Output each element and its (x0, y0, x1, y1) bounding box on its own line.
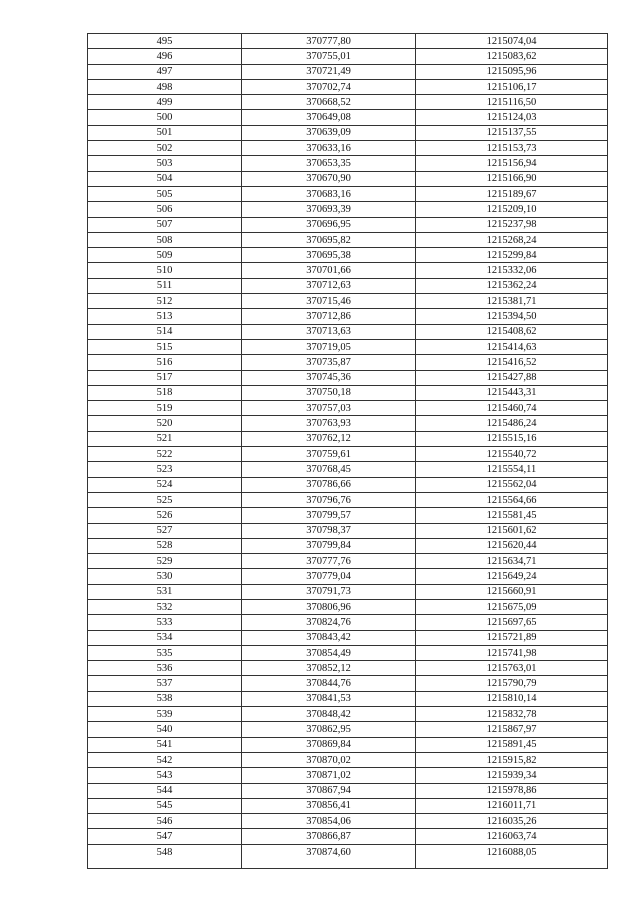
point-number-cell: 548 (88, 844, 242, 868)
x-coordinate-cell: 370719,05 (242, 339, 416, 354)
x-coordinate-cell: 370844,76 (242, 676, 416, 691)
x-coordinate-cell: 370779,04 (242, 569, 416, 584)
point-number-cell: 526 (88, 508, 242, 523)
y-coordinate-cell: 1215891,45 (416, 737, 608, 752)
y-coordinate-cell: 1215332,06 (416, 263, 608, 278)
y-coordinate-cell: 1215074,04 (416, 34, 608, 49)
point-number-cell: 498 (88, 79, 242, 94)
table-row (88, 615, 608, 630)
table-row (88, 217, 608, 232)
y-coordinate-cell: 1216011,71 (416, 798, 608, 813)
point-number-cell: 500 (88, 110, 242, 125)
point-number-cell: 516 (88, 355, 242, 370)
x-coordinate-cell: 370869,84 (242, 737, 416, 752)
table-row (88, 202, 608, 217)
x-coordinate-cell: 370862,95 (242, 722, 416, 737)
y-coordinate-cell: 1215660,91 (416, 584, 608, 599)
point-number-cell: 539 (88, 707, 242, 722)
table-row (88, 798, 608, 813)
x-coordinate-cell: 370639,09 (242, 125, 416, 140)
table-row (88, 722, 608, 737)
y-coordinate-cell: 1215675,09 (416, 599, 608, 614)
point-number-cell: 542 (88, 752, 242, 767)
table-row (88, 79, 608, 94)
table-row (88, 125, 608, 140)
table-row (88, 49, 608, 64)
y-coordinate-cell: 1215562,04 (416, 477, 608, 492)
table-row (88, 752, 608, 767)
point-number-cell: 529 (88, 554, 242, 569)
table-row (88, 844, 608, 868)
point-number-cell: 530 (88, 569, 242, 584)
x-coordinate-cell: 370695,82 (242, 232, 416, 247)
point-number-cell: 540 (88, 722, 242, 737)
x-coordinate-cell: 370693,39 (242, 202, 416, 217)
table-row (88, 538, 608, 553)
table-row (88, 829, 608, 844)
x-coordinate-cell: 370786,66 (242, 477, 416, 492)
point-number-cell: 512 (88, 294, 242, 309)
table-row (88, 385, 608, 400)
table-row (88, 523, 608, 538)
y-coordinate-cell: 1215554,11 (416, 462, 608, 477)
point-number-cell: 499 (88, 95, 242, 110)
point-number-cell: 533 (88, 615, 242, 630)
table-row (88, 508, 608, 523)
x-coordinate-cell: 370870,02 (242, 752, 416, 767)
y-coordinate-cell: 1215083,62 (416, 49, 608, 64)
table-row (88, 64, 608, 79)
point-number-cell: 520 (88, 416, 242, 431)
x-coordinate-cell: 370874,60 (242, 844, 416, 868)
point-number-cell: 504 (88, 171, 242, 186)
point-number-cell: 517 (88, 370, 242, 385)
y-coordinate-cell: 1215237,98 (416, 217, 608, 232)
point-number-cell: 495 (88, 34, 242, 49)
y-coordinate-cell: 1215634,71 (416, 554, 608, 569)
table-row (88, 171, 608, 186)
point-number-cell: 515 (88, 339, 242, 354)
x-coordinate-cell: 370799,57 (242, 508, 416, 523)
table-row (88, 355, 608, 370)
point-number-cell: 537 (88, 676, 242, 691)
table-row (88, 370, 608, 385)
point-number-cell: 541 (88, 737, 242, 752)
x-coordinate-cell: 370713,63 (242, 324, 416, 339)
point-number-cell: 543 (88, 768, 242, 783)
point-number-cell: 531 (88, 584, 242, 599)
table-row (88, 34, 608, 49)
y-coordinate-cell: 1215810,14 (416, 691, 608, 706)
table-row (88, 707, 608, 722)
table-row (88, 294, 608, 309)
point-number-cell: 521 (88, 431, 242, 446)
point-number-cell: 497 (88, 64, 242, 79)
table-row (88, 492, 608, 507)
y-coordinate-cell: 1215416,52 (416, 355, 608, 370)
table-row (88, 584, 608, 599)
point-number-cell: 547 (88, 829, 242, 844)
y-coordinate-cell: 1215153,73 (416, 141, 608, 156)
point-number-cell: 538 (88, 691, 242, 706)
x-coordinate-cell: 370762,12 (242, 431, 416, 446)
table-row (88, 186, 608, 201)
y-coordinate-cell: 1215564,66 (416, 492, 608, 507)
y-coordinate-cell: 1215299,84 (416, 248, 608, 263)
point-number-cell: 545 (88, 798, 242, 813)
x-coordinate-cell: 370750,18 (242, 385, 416, 400)
y-coordinate-cell: 1215268,24 (416, 232, 608, 247)
point-number-cell: 525 (88, 492, 242, 507)
point-number-cell: 534 (88, 630, 242, 645)
x-coordinate-cell: 370796,76 (242, 492, 416, 507)
x-coordinate-cell: 370649,08 (242, 110, 416, 125)
point-number-cell: 508 (88, 232, 242, 247)
x-coordinate-cell: 370695,38 (242, 248, 416, 263)
table-row (88, 645, 608, 660)
x-coordinate-cell: 370721,49 (242, 64, 416, 79)
y-coordinate-cell: 1215189,67 (416, 186, 608, 201)
point-number-cell: 507 (88, 217, 242, 232)
y-coordinate-cell: 1216088,05 (416, 844, 608, 868)
table-row (88, 630, 608, 645)
table-row (88, 768, 608, 783)
x-coordinate-cell: 370799,84 (242, 538, 416, 553)
point-number-cell: 518 (88, 385, 242, 400)
x-coordinate-cell: 370867,94 (242, 783, 416, 798)
table-row (88, 431, 608, 446)
table-row (88, 309, 608, 324)
x-coordinate-cell: 370668,52 (242, 95, 416, 110)
table-row (88, 477, 608, 492)
x-coordinate-cell: 370824,76 (242, 615, 416, 630)
point-number-cell: 513 (88, 309, 242, 324)
x-coordinate-cell: 370712,63 (242, 278, 416, 293)
point-number-cell: 544 (88, 783, 242, 798)
y-coordinate-cell: 1215697,65 (416, 615, 608, 630)
y-coordinate-cell: 1215156,94 (416, 156, 608, 171)
y-coordinate-cell: 1215867,97 (416, 722, 608, 737)
y-coordinate-cell: 1215832,78 (416, 707, 608, 722)
y-coordinate-cell: 1215427,88 (416, 370, 608, 385)
y-coordinate-cell: 1215166,90 (416, 171, 608, 186)
table-row (88, 324, 608, 339)
x-coordinate-cell: 370798,37 (242, 523, 416, 538)
point-number-cell: 528 (88, 538, 242, 553)
x-coordinate-cell: 370856,41 (242, 798, 416, 813)
y-coordinate-cell: 1215209,10 (416, 202, 608, 217)
x-coordinate-cell: 370768,45 (242, 462, 416, 477)
x-coordinate-cell: 370745,36 (242, 370, 416, 385)
y-coordinate-cell: 1215741,98 (416, 645, 608, 660)
point-number-cell: 506 (88, 202, 242, 217)
table-row (88, 278, 608, 293)
y-coordinate-cell: 1215362,24 (416, 278, 608, 293)
y-coordinate-cell: 1215978,86 (416, 783, 608, 798)
y-coordinate-cell: 1215460,74 (416, 401, 608, 416)
x-coordinate-cell: 370806,96 (242, 599, 416, 614)
x-coordinate-cell: 370854,49 (242, 645, 416, 660)
x-coordinate-cell: 370848,42 (242, 707, 416, 722)
y-coordinate-cell: 1215915,82 (416, 752, 608, 767)
y-coordinate-cell: 1215394,50 (416, 309, 608, 324)
y-coordinate-cell: 1215095,96 (416, 64, 608, 79)
y-coordinate-cell: 1215721,89 (416, 630, 608, 645)
y-coordinate-cell: 1215601,62 (416, 523, 608, 538)
point-number-cell: 536 (88, 661, 242, 676)
point-number-cell: 509 (88, 248, 242, 263)
point-number-cell: 532 (88, 599, 242, 614)
point-number-cell: 496 (88, 49, 242, 64)
point-number-cell: 505 (88, 186, 242, 201)
table-row (88, 416, 608, 431)
y-coordinate-cell: 1216063,74 (416, 829, 608, 844)
x-coordinate-cell: 370791,73 (242, 584, 416, 599)
point-number-cell: 524 (88, 477, 242, 492)
table-row (88, 661, 608, 676)
y-coordinate-cell: 1215939,34 (416, 768, 608, 783)
point-number-cell: 501 (88, 125, 242, 140)
x-coordinate-cell: 370715,46 (242, 294, 416, 309)
table-row (88, 569, 608, 584)
x-coordinate-cell: 370735,87 (242, 355, 416, 370)
x-coordinate-cell: 370755,01 (242, 49, 416, 64)
point-number-cell: 503 (88, 156, 242, 171)
x-coordinate-cell: 370712,86 (242, 309, 416, 324)
y-coordinate-cell: 1215381,71 (416, 294, 608, 309)
y-coordinate-cell: 1215116,50 (416, 95, 608, 110)
y-coordinate-cell: 1215408,62 (416, 324, 608, 339)
y-coordinate-cell: 1215414,63 (416, 339, 608, 354)
table-row (88, 401, 608, 416)
point-number-cell: 535 (88, 645, 242, 660)
y-coordinate-cell: 1215790,79 (416, 676, 608, 691)
y-coordinate-cell: 1215515,16 (416, 431, 608, 446)
y-coordinate-cell: 1215137,55 (416, 125, 608, 140)
x-coordinate-cell: 370670,90 (242, 171, 416, 186)
x-coordinate-cell: 370633,16 (242, 141, 416, 156)
table-row (88, 447, 608, 462)
x-coordinate-cell: 370757,03 (242, 401, 416, 416)
point-number-cell: 522 (88, 447, 242, 462)
y-coordinate-cell: 1215763,01 (416, 661, 608, 676)
table-row (88, 783, 608, 798)
table-row (88, 263, 608, 278)
y-coordinate-cell: 1215540,72 (416, 447, 608, 462)
x-coordinate-cell: 370866,87 (242, 829, 416, 844)
point-number-cell: 502 (88, 141, 242, 156)
coordinates-table-body (88, 34, 608, 869)
table-row (88, 554, 608, 569)
table-row (88, 110, 608, 125)
point-number-cell: 510 (88, 263, 242, 278)
table-row (88, 141, 608, 156)
point-number-cell: 519 (88, 401, 242, 416)
table-row (88, 691, 608, 706)
x-coordinate-cell: 370763,93 (242, 416, 416, 431)
y-coordinate-cell: 1215106,17 (416, 79, 608, 94)
x-coordinate-cell: 370759,61 (242, 447, 416, 462)
x-coordinate-cell: 370777,76 (242, 554, 416, 569)
y-coordinate-cell: 1215124,03 (416, 110, 608, 125)
x-coordinate-cell: 370777,80 (242, 34, 416, 49)
table-row (88, 232, 608, 247)
point-number-cell: 523 (88, 462, 242, 477)
x-coordinate-cell: 370852,12 (242, 661, 416, 676)
table-row (88, 339, 608, 354)
y-coordinate-cell: 1215649,24 (416, 569, 608, 584)
table-row (88, 676, 608, 691)
y-coordinate-cell: 1215581,45 (416, 508, 608, 523)
point-number-cell: 546 (88, 814, 242, 829)
table-row (88, 156, 608, 171)
table-row (88, 814, 608, 829)
y-coordinate-cell: 1215620,44 (416, 538, 608, 553)
point-number-cell: 511 (88, 278, 242, 293)
x-coordinate-cell: 370702,74 (242, 79, 416, 94)
x-coordinate-cell: 370683,16 (242, 186, 416, 201)
x-coordinate-cell: 370871,02 (242, 768, 416, 783)
table-row (88, 599, 608, 614)
x-coordinate-cell: 370843,42 (242, 630, 416, 645)
x-coordinate-cell: 370653,35 (242, 156, 416, 171)
table-row (88, 248, 608, 263)
x-coordinate-cell: 370854,06 (242, 814, 416, 829)
coordinates-table (87, 33, 608, 869)
point-number-cell: 514 (88, 324, 242, 339)
y-coordinate-cell: 1215443,31 (416, 385, 608, 400)
table-row (88, 737, 608, 752)
x-coordinate-cell: 370701,66 (242, 263, 416, 278)
point-number-cell: 527 (88, 523, 242, 538)
x-coordinate-cell: 370841,53 (242, 691, 416, 706)
table-row (88, 462, 608, 477)
y-coordinate-cell: 1216035,26 (416, 814, 608, 829)
y-coordinate-cell: 1215486,24 (416, 416, 608, 431)
table-row (88, 95, 608, 110)
x-coordinate-cell: 370696,95 (242, 217, 416, 232)
